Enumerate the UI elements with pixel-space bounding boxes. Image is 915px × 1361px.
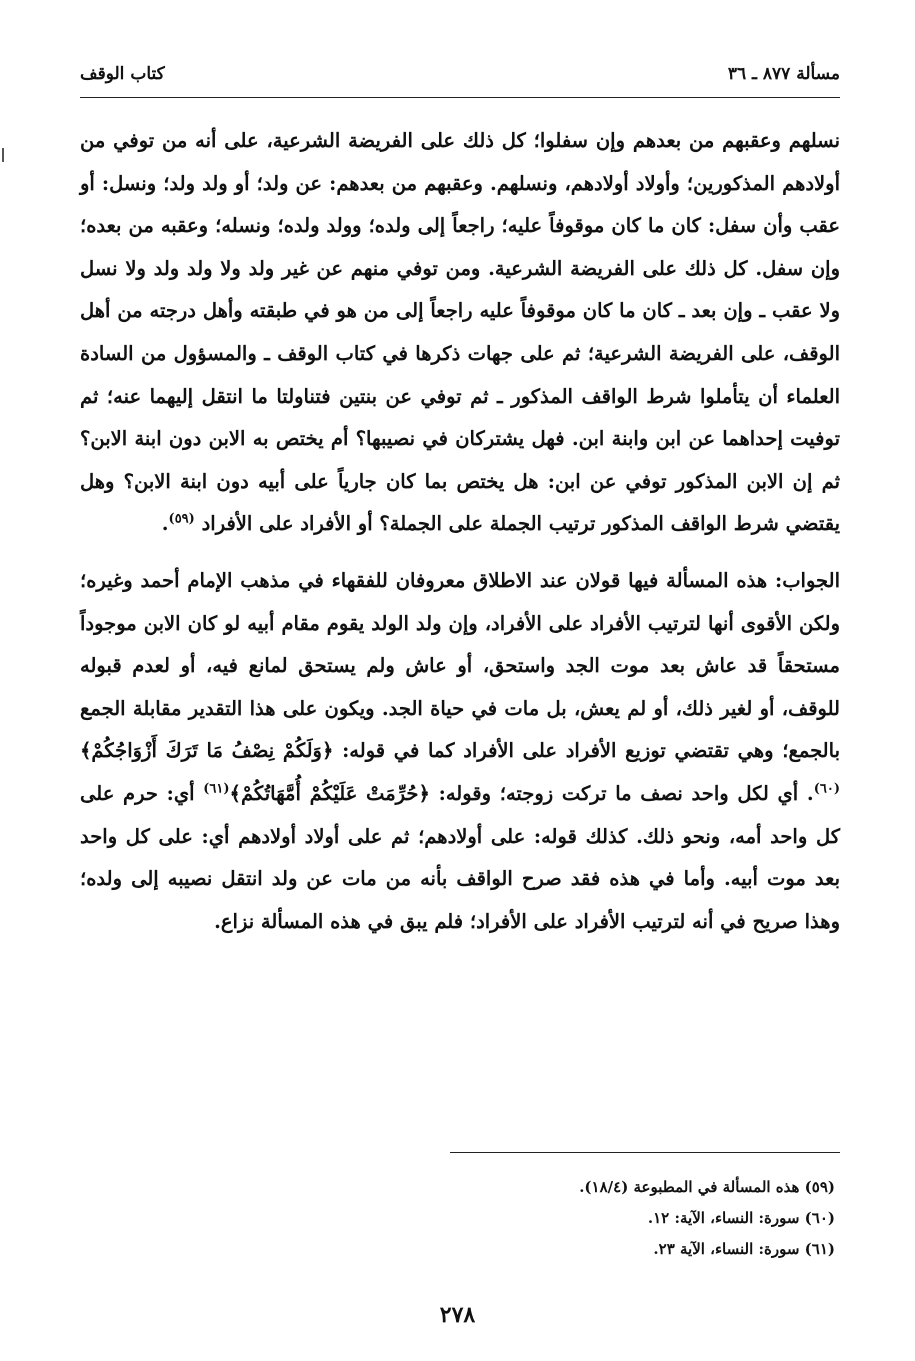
issue-number: مسألة ٨٧٧ ـ ٣٦ — [727, 64, 840, 84]
footnote-ref-61: (٦١) — [203, 781, 230, 797]
margin-mark — [2, 148, 7, 162]
footnote-60: (٦٠) سورة: النساء، الآية: ١٢. — [647, 1209, 835, 1227]
answer-text-1: هذه المسألة فيها قولان عند الاطلاق معروفان للفقهاء في مذهب الإمام أحمد وغيره؛ ولكن الأقوى أنها لترتيب الأفراد على الأفراد، وإن ولد الولد يقوم مقام أبيه لو كان الابن موجوداً مستحقاً قد عاش بعد موت الجد واستحق، أو عاش ولم يستحق لمانع فيه، أو لعدم قبوله للوقف، أو لغير ذلك، أو لم يعش، بل مات في حياة الجد. ويكون على هذا التقدير مقابلة الجمع بالجمع؛ وهي تقتضي توزيع الأفراد على الأفراد كما في قوله: — [80, 568, 840, 763]
header-divider — [80, 97, 840, 98]
quran-verse-2: ﴿حُرِّمَتْ عَلَيْكُمْ أُمَّهَاتُكُمْ﴾ — [229, 781, 430, 805]
question-paragraph: نسلهم وعقبهم من بعدهم وإن سفلوا؛ كل ذلك على الفريضة الشرعية، على أنه من توفي من أولادهم المذكورين؛ وأولاد أولادهم، ونسلهم. وعقبهم من بعدهم: عن ولد؛ أو ولد ولد؛ ونسل: أو عقب وأن سفل: كان ما كان موقوفاً عليه؛ راجعاً إلى ولده؛ وولد ولده؛ ونسله؛ وعقبه من بعده؛ وإن سفل. كل ذلك على الفريضة الشرعية. ومن توفي منهم عن غير ولد ولا ولد ولد ولا نسل ولا عقب ـ وإن بعد ـ كان ما كان موقوفاً عليه راجعاً إلى من هو في طبقته وأهل درجته من أهل الوقف، على الفريضة الشرعية؛ ثم على جهات ذكرها في كتاب الوقف ـ والمسؤول من السادة العلماء أن يتأملوا شرط الواقف المذكور ـ ثم توفي عن بنتين فتناولتا ما انتقل إليهما عنه؛ ثم توفيت إحداهما عن ابن وابنة ابن. فهل يشتركان في نصيبها؟ أم يختص به الابن دون ابنة الابن؟ ثم إن الابن المذكور توفي عن ابن: هل يختص بما كان جارياً على أبيه دون ابنة الابن؟ وهل يقتضي شرط الواقف المذكور ترتيب الجملة على الجملة؟ أو الأفراد على الأفراد $^{(٥٩)}$. — [80, 129, 840, 536]
running-header — [80, 58, 840, 98]
footnote-ref-60: (٦٠) — [813, 781, 841, 797]
book-title: كتاب الوقف — [80, 64, 165, 84]
footnote-divider — [450, 1152, 840, 1153]
answer-label: الجواب: — [775, 568, 840, 592]
answer-text-3: أي: حرم على كل واحد أمه، ونحو ذلك. كذلك قوله: على أولادهم؛ ثم على أولاد أولادهم أي: على كل واحد بعد موت أبيه. وأما في هذه فقد صرح الواقف بأنه من مات عن ولد انتقل نصيبه إلى ولده؛ وهذا صريح في أنه لترتيب الأفراد على الأفراد؛ فلم يبق في هذه المسألة نزاع. — [80, 781, 840, 933]
question-text: نسلهم وعقبهم من بعدهم وإن سفلوا؛ كل ذلك على الفريضة الشرعية، على أنه من توفي من أولادهم المذكورين؛ وأولاد أولادهم، ونسلهم. وعقبهم من بعدهم: عن ولد؛ أو ولد ولد؛ ونسل: أو عقب وأن سفل: كان ما كان موقوفاً عليه؛ راجعاً إلى ولده؛ وولد ولده؛ ونسله؛ وعقبه من بعده؛ وإن سفل. كل ذلك على الفريضة الشرعية. ومن توفي منهم عن غير ولد ولا ولد ولد ولا نسل ولا عقب ـ وإن بعد ـ كان ما كان موقوفاً عليه راجعاً إلى من هو في طبقته وأهل درجته من أهل الوقف، على الفريضة الشرعية؛ ثم على جهات ذكرها في كتاب الوقف ـ والمسؤول من السادة العلماء أن يتأملوا شرط الواقف المذكور ـ ثم توفي عن بنتين فتناولتا ما انتقل إليهما عنه؛ ثم توفيت إحداهما عن ابن وابنة ابن. فهل يشتركان في نصيبها؟ أم يختص به الابن دون ابنة الابن؟ ثم إن الابن المذكور توفي عن ابن: هل يختص بما كان جارياً على أبيه دون ابنة الابن؟ وهل يقتضي شرط الواقف المذكور ترتيب الجملة على الجملة؟ أو الأفراد على الأفراد — [80, 129, 840, 536]
quran-verse-1: ﴿وَلَكُمْ نِصْفُ مَا تَرَكَ أَزْوَاجُكُمْ﴾ — [80, 739, 334, 763]
answer-paragraph — [80, 560, 840, 943]
page-number: ٢٧٨ — [439, 1302, 476, 1328]
footnotes — [80, 1172, 835, 1265]
footnote-61: (٦١) سورة: النساء، الآية ٢٣. — [653, 1240, 835, 1258]
answer-text-2: . أي لكل واحد نصف ما تركت زوجته؛ وقوله: — [438, 781, 814, 805]
footnote-ref-59: (٥٩) — [168, 511, 195, 527]
footnote-59: (٥٩) هذه المسألة في المطبوعة (١٨/٤). — [579, 1178, 835, 1196]
main-text — [80, 120, 840, 953]
